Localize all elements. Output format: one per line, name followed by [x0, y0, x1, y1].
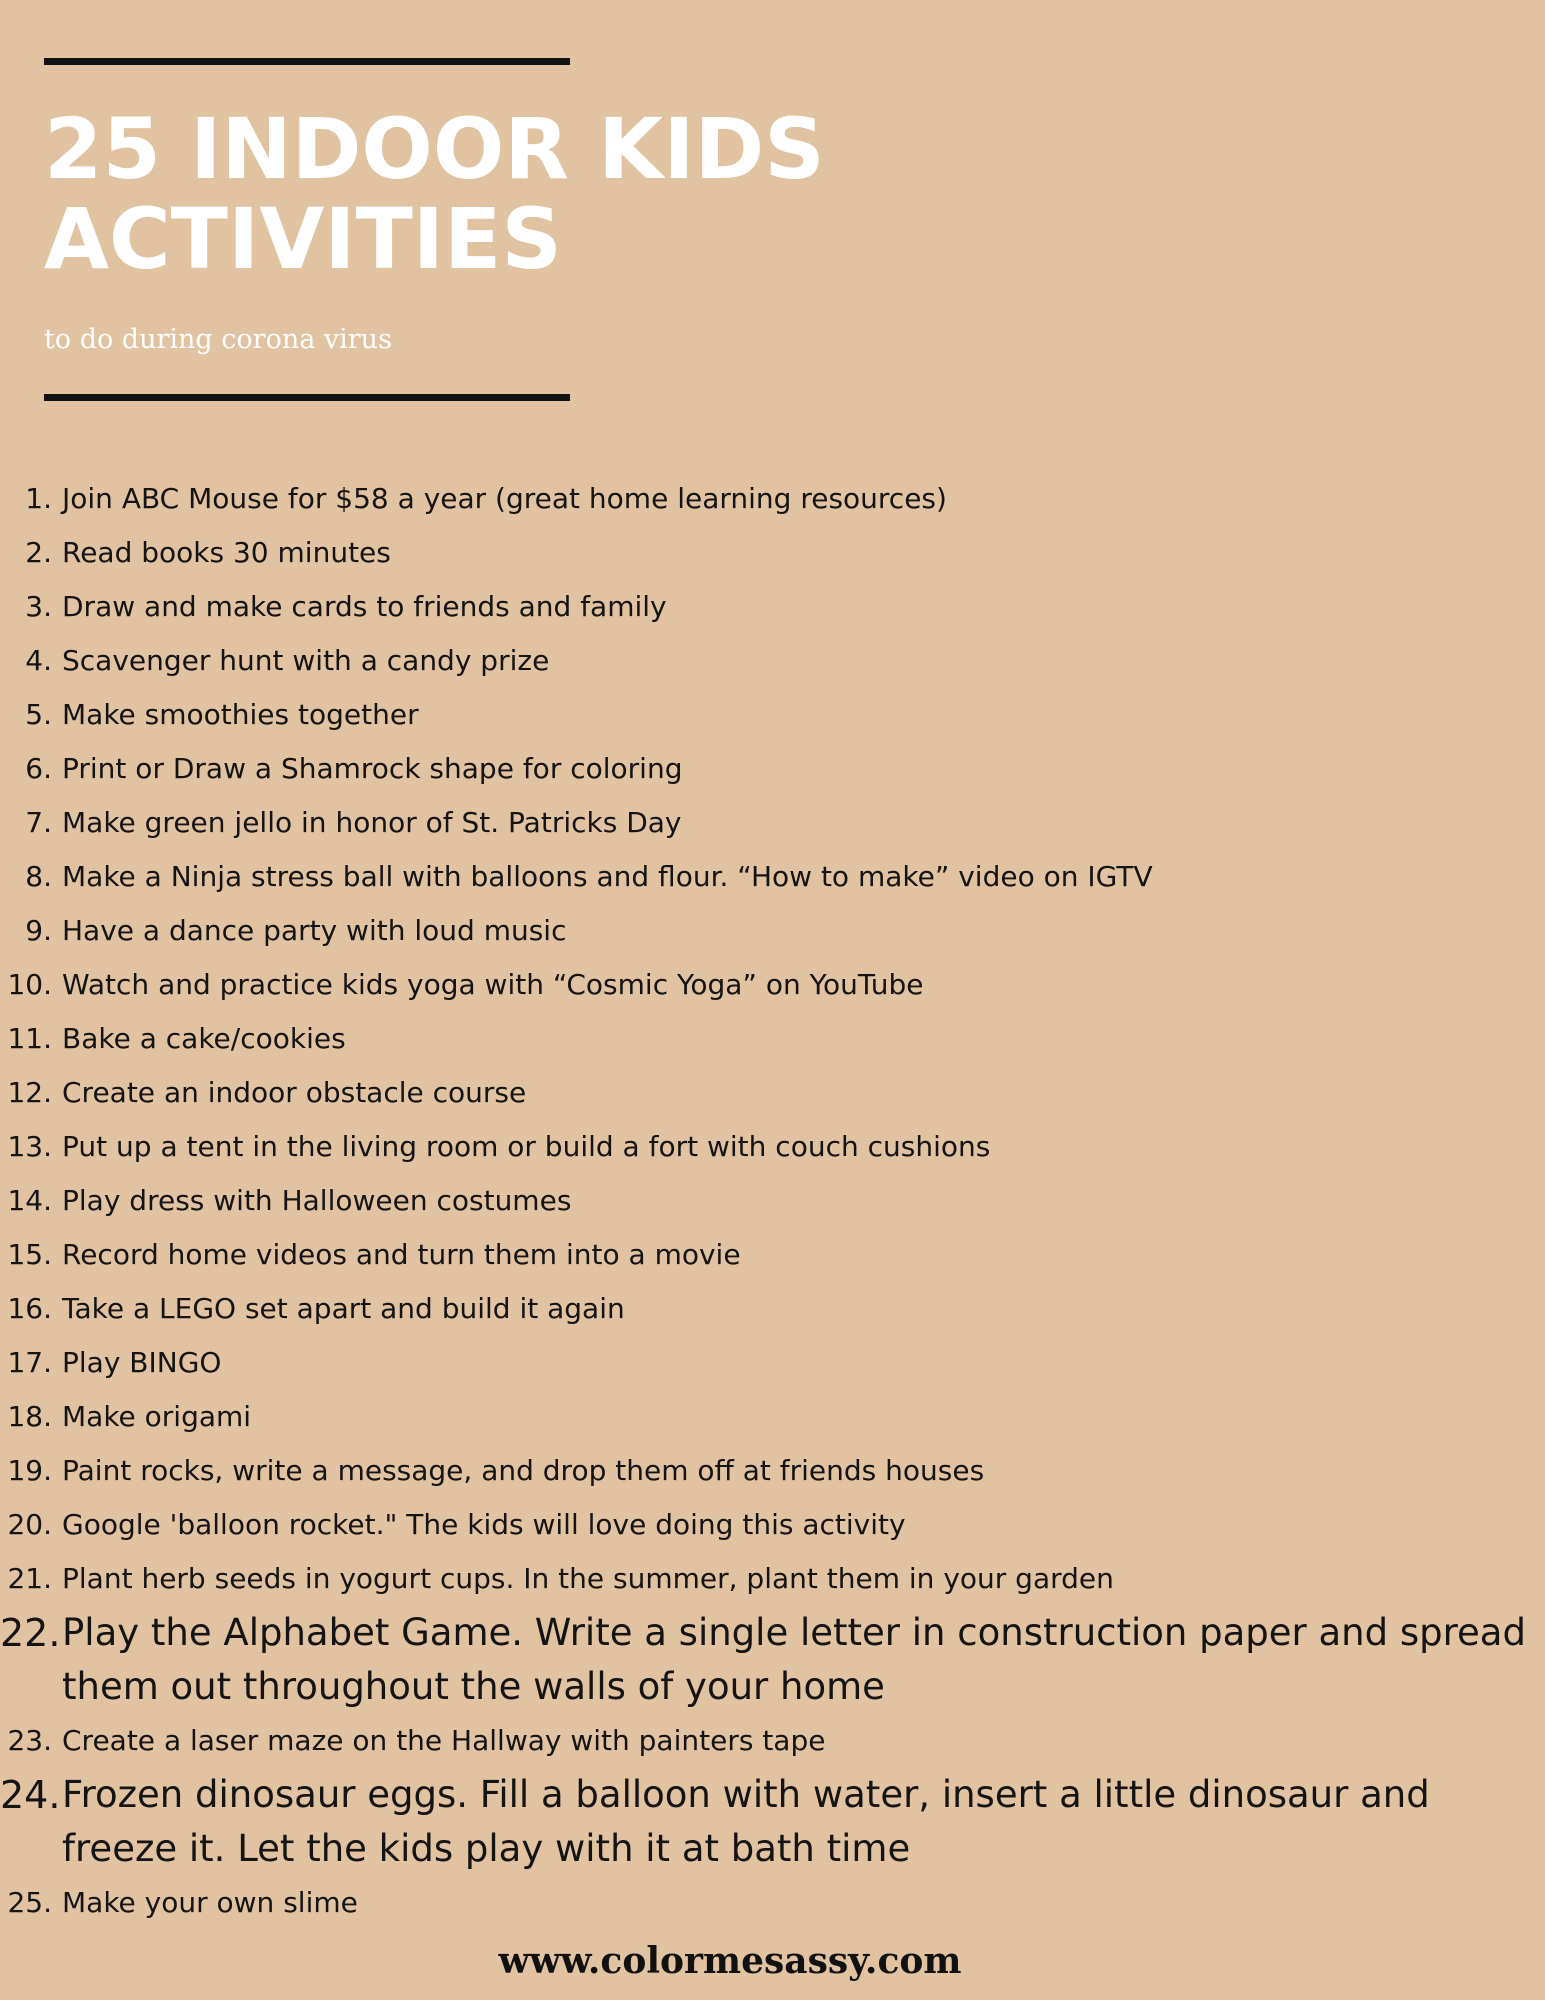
list-item-number: 12.	[7, 1076, 52, 1109]
footer-url[interactable]: www.colormesassy.com	[498, 1940, 962, 1982]
list-item	[0, 850, 1545, 904]
list-item	[0, 1606, 1545, 1714]
list-item-text: Have a dance party with loud music	[62, 914, 567, 947]
list-item-number: 14.	[7, 1184, 52, 1217]
list-item-text: Put up a tent in the living room or build a fort with couch cushions	[62, 1130, 991, 1163]
list-item-number: 1.	[25, 482, 52, 515]
list-item-text: Make origami	[62, 1400, 252, 1433]
list-item-text: Print or Draw a Shamrock shape for coloring	[62, 752, 683, 785]
list-item-text: Scavenger hunt with a candy prize	[62, 644, 550, 677]
list-item-text: Create a laser maze on the Hallway with painters tape	[62, 1724, 826, 1757]
list-item	[0, 1498, 1545, 1552]
list-item	[0, 958, 1545, 1012]
list-item	[0, 1768, 1545, 1876]
list-item	[0, 742, 1545, 796]
list-item	[0, 1228, 1545, 1282]
list-item	[0, 634, 1545, 688]
list-item-number: 11.	[7, 1022, 52, 1055]
list-item	[0, 1552, 1545, 1606]
list-item-text: Create an indoor obstacle course	[62, 1076, 527, 1109]
list-item	[0, 1174, 1545, 1228]
page-title	[44, 100, 825, 288]
list-item	[0, 1282, 1545, 1336]
list-item	[0, 1012, 1545, 1066]
list-item-text: Take a LEGO set apart and build it again	[62, 1292, 625, 1325]
list-item-number: 19.	[7, 1454, 52, 1487]
list-item-number: 6.	[25, 752, 52, 785]
list-item-number: 15.	[7, 1238, 52, 1271]
list-item-number: 10.	[7, 968, 52, 1001]
list-item-text: Bake a cake/cookies	[62, 1022, 346, 1055]
list-item	[0, 904, 1545, 958]
list-item-text: Plant herb seeds in yogurt cups. In the summer, plant them in your garden	[62, 1562, 1114, 1595]
list-item	[0, 1336, 1545, 1390]
list-item-number: 4.	[25, 644, 52, 677]
title-line-1: 25 INDOOR KIDS	[44, 100, 825, 198]
bottom-divider	[44, 394, 570, 401]
list-item-text: Make a Ninja stress ball with balloons and flour. “How to make” video on IGTV	[62, 860, 1153, 893]
list-item-number: 13.	[7, 1130, 52, 1163]
list-item	[0, 1444, 1545, 1498]
list-item-number: 18.	[7, 1400, 52, 1433]
list-item	[0, 526, 1545, 580]
list-item-text: Read books 30 minutes	[62, 536, 391, 569]
list-item-number: 9.	[25, 914, 52, 947]
list-item	[0, 1876, 1545, 1930]
list-item-number: 22.	[0, 1611, 61, 1655]
list-item	[0, 688, 1545, 742]
list-item	[0, 1714, 1545, 1768]
list-item-text: Frozen dinosaur eggs. Fill a balloon with water, insert a little dinosaur and freeze it. Let the kids play with it at bath time	[62, 1773, 1430, 1870]
list-item	[0, 1120, 1545, 1174]
list-item-text: Play dress with Halloween costumes	[62, 1184, 572, 1217]
list-item	[0, 472, 1545, 526]
list-item	[0, 796, 1545, 850]
list-item-number: 7.	[25, 806, 52, 839]
list-item-number: 25.	[7, 1886, 52, 1919]
list-item-number: 21.	[7, 1562, 52, 1595]
list-item-text: Google 'balloon rocket." The kids will love doing this activity	[62, 1508, 906, 1541]
list-item-number: 16.	[7, 1292, 52, 1325]
list-item-text: Make green jello in honor of St. Patricks Day	[62, 806, 682, 839]
activity-list	[0, 472, 1545, 1930]
list-item-number: 8.	[25, 860, 52, 893]
list-item-text: Record home videos and turn them into a movie	[62, 1238, 741, 1271]
list-item	[0, 580, 1545, 634]
subtitle: to do during corona virus	[44, 324, 392, 355]
list-item-number: 24.	[0, 1773, 61, 1817]
list-item-text: Make smoothies together	[62, 698, 419, 731]
list-item-number: 17.	[7, 1346, 52, 1379]
list-item-text: Join ABC Mouse for $58 a year (great home learning resources)	[62, 482, 947, 515]
list-item-text: Make your own slime	[62, 1886, 358, 1919]
list-item-number: 5.	[25, 698, 52, 731]
list-item-number: 2.	[25, 536, 52, 569]
top-divider	[44, 58, 570, 65]
list-item	[0, 1066, 1545, 1120]
list-item-text: Play BINGO	[62, 1346, 222, 1379]
title-line-2: ACTIVITIES	[44, 190, 562, 288]
list-item	[0, 1390, 1545, 1444]
list-item-text: Paint rocks, write a message, and drop them off at friends houses	[62, 1454, 985, 1487]
list-item-text: Play the Alphabet Game. Write a single letter in construction paper and spread them out throughout the walls of your home	[62, 1611, 1526, 1708]
list-item-number: 3.	[25, 590, 52, 623]
list-item-number: 20.	[7, 1508, 52, 1541]
list-item-number: 23.	[7, 1724, 52, 1757]
list-item-text: Watch and practice kids yoga with “Cosmic Yoga” on YouTube	[62, 968, 924, 1001]
list-item-text: Draw and make cards to friends and family	[62, 590, 667, 623]
